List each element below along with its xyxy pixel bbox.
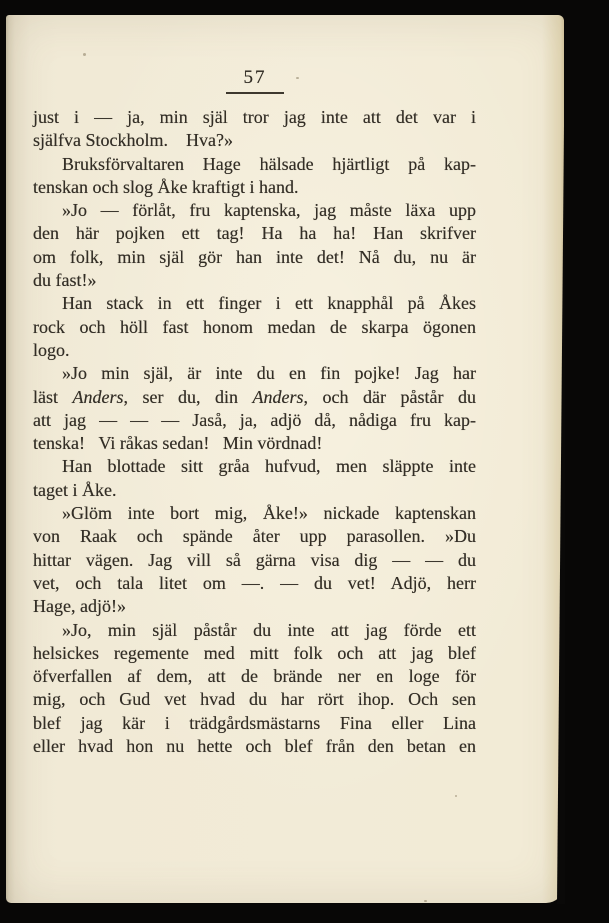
- text-segment: helsickes regemente med mitt folk och att jag blef: [33, 642, 476, 663]
- text-segment: mig, och Gud vet hvad du har rört ihop. Och sen: [33, 689, 476, 710]
- text-line: [33, 549, 476, 572]
- text-line: [33, 525, 476, 548]
- text-segment: , ser du, din: [123, 386, 253, 407]
- text-segment: »Jo — förlåt, fru kaptenska, jag måste läxa upp: [62, 200, 476, 221]
- text-line: [33, 316, 476, 339]
- text-line: [33, 572, 476, 595]
- text-line: [33, 176, 476, 199]
- text-segment: , och där påstår du: [303, 386, 477, 407]
- paper-speck: [424, 900, 427, 902]
- text-line: [33, 455, 476, 478]
- text-segment: »Glöm inte bort mig, Åke!» nickade kaptenskan: [62, 503, 476, 524]
- text-segment: blef jag kär i trädgårdsmästarns Fina eller Lina: [33, 712, 476, 733]
- text-line: [33, 362, 476, 385]
- text-line: [33, 269, 476, 292]
- page-number: [226, 67, 284, 94]
- text-segment: Hage, adjö!»: [33, 596, 126, 617]
- text-line: [33, 502, 476, 525]
- text-segment: Han blottade sitt gråa hufvud, men släppte inte: [62, 456, 476, 477]
- text-segment: von Raak och spände åter upp parasollen. »Du: [33, 526, 476, 547]
- text-segment: »Jo min själ, är inte du en fin pojke! Jag har: [62, 363, 476, 384]
- text-line: [33, 409, 476, 432]
- text-line: [33, 386, 476, 409]
- paper-speck: [296, 77, 299, 79]
- text-line: [33, 339, 476, 362]
- text-line: [33, 432, 476, 455]
- text-line: [33, 199, 476, 222]
- text-segment-italic: Anders: [252, 386, 304, 407]
- text-line: [33, 642, 476, 665]
- text-segment: den här pojken ett tag! Ha ha ha! Han skrifver: [33, 223, 476, 244]
- text-segment: om folk, min själ gör han inte det! Nå du, nu är: [33, 246, 476, 267]
- text-line: [33, 665, 476, 688]
- text-segment-italic: Anders: [72, 386, 124, 407]
- text-segment: läst: [33, 386, 73, 407]
- paper-speck: [455, 795, 457, 797]
- text-segment: tenska! Vi råkas sedan! Min vördnad!: [33, 433, 323, 454]
- text-line: [33, 735, 476, 758]
- text-segment: rock och höll fast honom medan de skarpa ögonen: [33, 316, 476, 337]
- text-line: [33, 106, 476, 129]
- text-segment: tenskan och slog Åke kraftigt i hand.: [33, 176, 299, 197]
- text-line: [33, 688, 476, 711]
- text-segment: just i — ja, min själ tror jag inte att det var i: [33, 107, 476, 127]
- text-segment: Bruksförvaltaren Hage hälsade hjärtligt på kap-: [62, 153, 476, 174]
- text-line: [33, 222, 476, 245]
- book-page: [6, 15, 564, 903]
- text-line: [33, 246, 476, 269]
- text-line: [33, 619, 476, 642]
- text-line: [33, 712, 476, 735]
- text-segment: logo.: [33, 339, 70, 360]
- text-segment: själfva Stockholm. Hva?»: [33, 130, 233, 151]
- text-line: [33, 595, 476, 618]
- text-segment: taget i Åke.: [33, 479, 117, 500]
- paper-speck: [83, 53, 86, 56]
- text-segment: att jag — — — Jaså, ja, adjö då, nådiga fru kap-: [33, 409, 476, 430]
- text-segment: öfverfallen af dem, att de brände ner en loge för: [33, 666, 476, 687]
- page-text-block: [33, 106, 476, 758]
- text-segment: Han stack in ett finger i ett knapphål på Åkes: [62, 293, 476, 314]
- text-line: [33, 479, 476, 502]
- text-line: [33, 153, 476, 176]
- page-number-text: 57: [243, 67, 267, 88]
- text-segment: du fast!»: [33, 270, 97, 291]
- text-segment: vet, och tala litet om —. — du vet! Adjö, herr: [33, 572, 476, 593]
- text-segment: hittar vägen. Jag vill så gärna visa dig — — du: [33, 549, 476, 570]
- text-line: [33, 129, 476, 152]
- text-segment: eller hvad hon nu hette och blef från den betan en: [33, 736, 476, 757]
- text-line: [33, 292, 476, 315]
- text-segment: »Jo, min själ påstår du inte att jag förde ett: [62, 619, 476, 640]
